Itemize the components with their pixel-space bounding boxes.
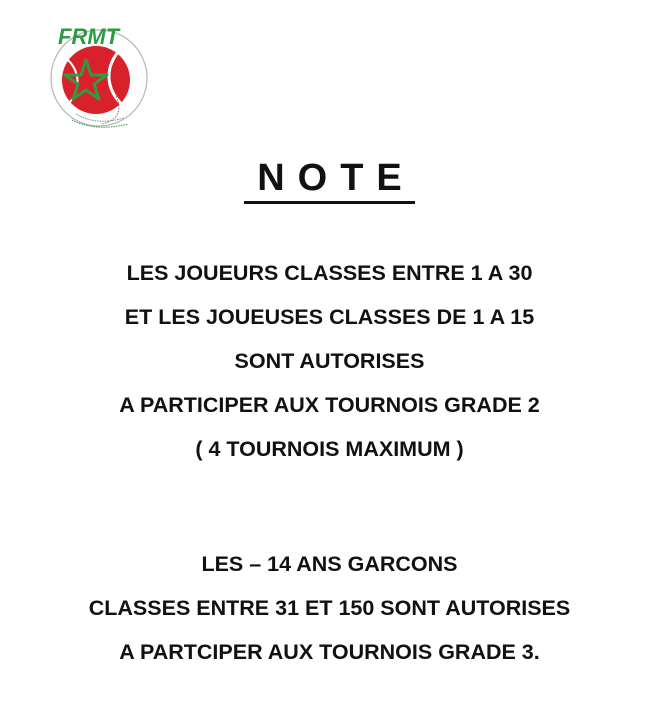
page-title [0, 152, 659, 204]
text-line: ( 4 TOURNOIS MAXIMUM ) [195, 437, 464, 461]
text-line: LES JOUEURS CLASSES ENTRE 1 A 30 [126, 261, 533, 285]
frmt-logo-emblem-icon [46, 22, 152, 130]
text-line: ET LES JOUEUSES CLASSES DE 1 A 15 [124, 305, 535, 329]
svg-text:FRMT: FRMT [58, 24, 120, 49]
text-line: A PARTCIPER AUX TOURNOIS GRADE 3. [119, 640, 540, 664]
text-line: CLASSES ENTRE 31 ET 150 SONT AUTORISES [88, 596, 571, 620]
page-title-text: NOTE [244, 155, 415, 204]
note-block-grade-2 [0, 251, 659, 471]
text-line: LES – 14 ANS GARCONS [201, 552, 458, 576]
note-block-grade-3 [0, 542, 659, 674]
text-line: SONT AUTORISES [234, 349, 425, 373]
text-line: A PARTICIPER AUX TOURNOIS GRADE 2 [119, 393, 540, 417]
frmt-logo [46, 22, 152, 130]
